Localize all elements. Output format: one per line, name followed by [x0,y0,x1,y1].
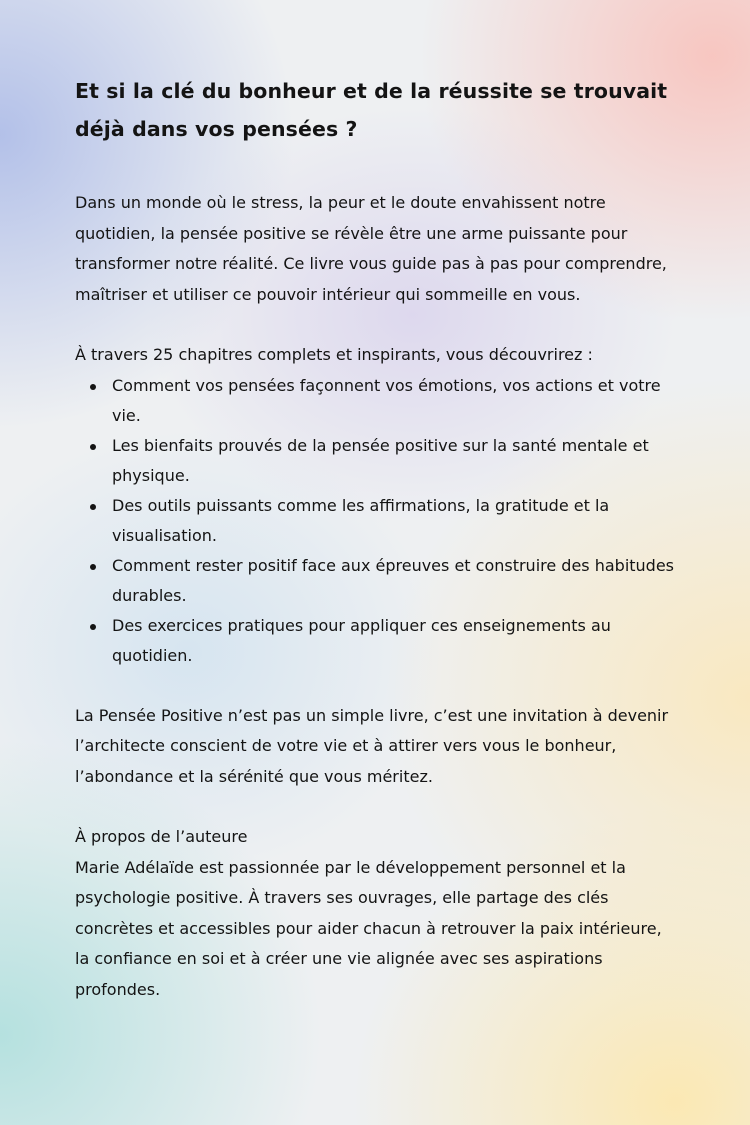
author-heading: À propos de l’auteure [75,827,248,846]
list-intro: À travers 25 chapitres complets et inspirants, vous découvrirez : [75,345,593,364]
list-item: Comment vos pensées façonnent vos émotions, vos actions et votre vie. [112,371,675,431]
list-item: Comment rester positif face aux épreuves et construire des habitudes durables. [112,551,675,611]
list-item: Des exercices pratiques pour appliquer ces enseignements au quotidien. [112,611,675,671]
list-item: Des outils puissants comme les affirmations, la gratitude et la visualisation. [112,491,675,551]
benefits-list [75,371,675,671]
closing-paragraph: La Pensée Positive n’est pas un simple livre, c’est une invitation à devenir l’architecte conscient de votre vie et à attirer vers vous le bonheur, l’abondance et la sérénité que vous méritez. [75,705,669,786]
author-bio: Marie Adélaïde est passionnée par le développement personnel et la psychologie positive. À travers ses ouvrages, elle partage des clés concrètes et accessibles pour aider chacun à retrouver la paix intérieure, la confiance en soi et à créer une vie alignée avec ses aspirations profondes. [75,857,662,999]
list-item: Les bienfaits prouvés de la pensée positive sur la santé mentale et physique. [112,431,675,491]
back-cover-text [75,72,675,1005]
headline: Et si la clé du bonheur et de la réussite se trouvait déjà dans vos pensées ? [75,79,668,141]
intro-paragraph: Dans un monde où le stress, la peur et le doute envahissent notre quotidien, la pensée positive se révèle être une arme puissante pour transformer notre réalité. Ce livre vous guide pas à pas pour comprendre, maîtriser et utiliser ce pouvoir intérieur qui sommeille en vous. [75,193,667,304]
